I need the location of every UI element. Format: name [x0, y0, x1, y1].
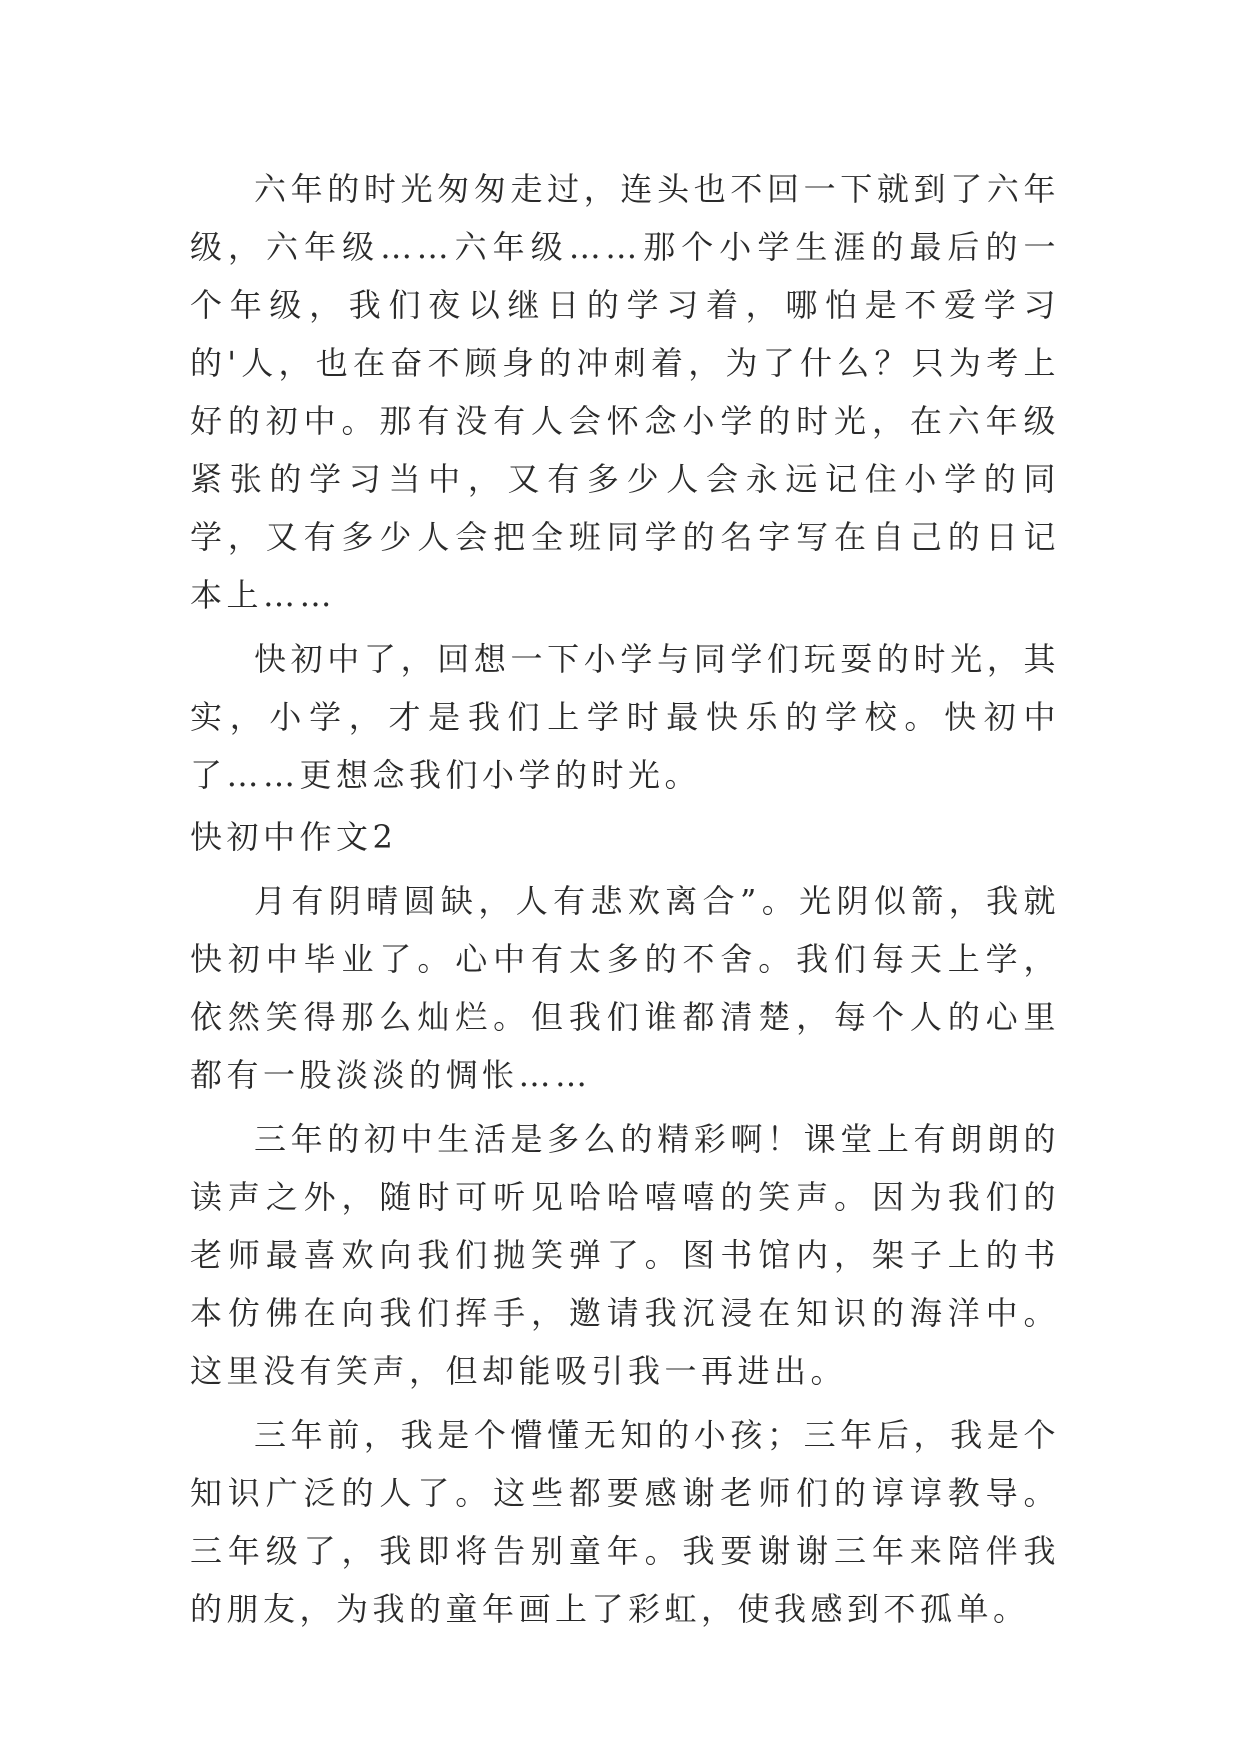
- paragraph-2: 快初中了，回想一下小学与同学们玩耍的时光，其实，小学，才是我们上学时最快乐的学校。快初中了……更想念我们小学的时光。: [190, 640, 1060, 794]
- paragraph-3: 月有阴晴圆缺，人有悲欢离合”。光阴似箭，我就快初中毕业了。心中有太多的不舍。我们每天上学，依然笑得那么灿烂。但我们谁都清楚，每个人的心里都有一股淡淡的惆怅……: [190, 882, 1060, 1094]
- paragraph-1: 六年的时光匆匆走过，连头也不回一下就到了六年级，六年级……六年级……那个小学生涯的最后的一个年级，我们夜以继日的学习着，哪怕是不爱学习的'人，也在奋不顾身的冲刺着，为了什么？只为考上好的初中。那有没有人会怀念小学的时光，在六年级紧张的学习当中，又有多少人会永远记住小学的同学，又有多少人会把全班同学的名字写在自己的日记本上……: [190, 170, 1060, 614]
- section-heading: 快初中作文2: [190, 818, 398, 856]
- document-body: [190, 160, 1060, 1638]
- paragraph-4: 三年的初中生活是多么的精彩啊！课堂上有朗朗的读声之外，随时可听见哈哈嘻嘻的笑声。因为我们的老师最喜欢向我们抛笑弹了。图书馆内，架子上的书本仿佛在向我们挥手，邀请我沉浸在知识的海洋中。这里没有笑声，但却能吸引我一再进出。: [190, 1120, 1060, 1390]
- paragraph-5: 三年前，我是个懵懂无知的小孩；三年后，我是个知识广泛的人了。这些都要感谢老师们的谆谆教导。三年级了，我即将告别童年。我要谢谢三年来陪伴我的朋友，为我的童年画上了彩虹，使我感到不孤单。: [190, 1416, 1060, 1628]
